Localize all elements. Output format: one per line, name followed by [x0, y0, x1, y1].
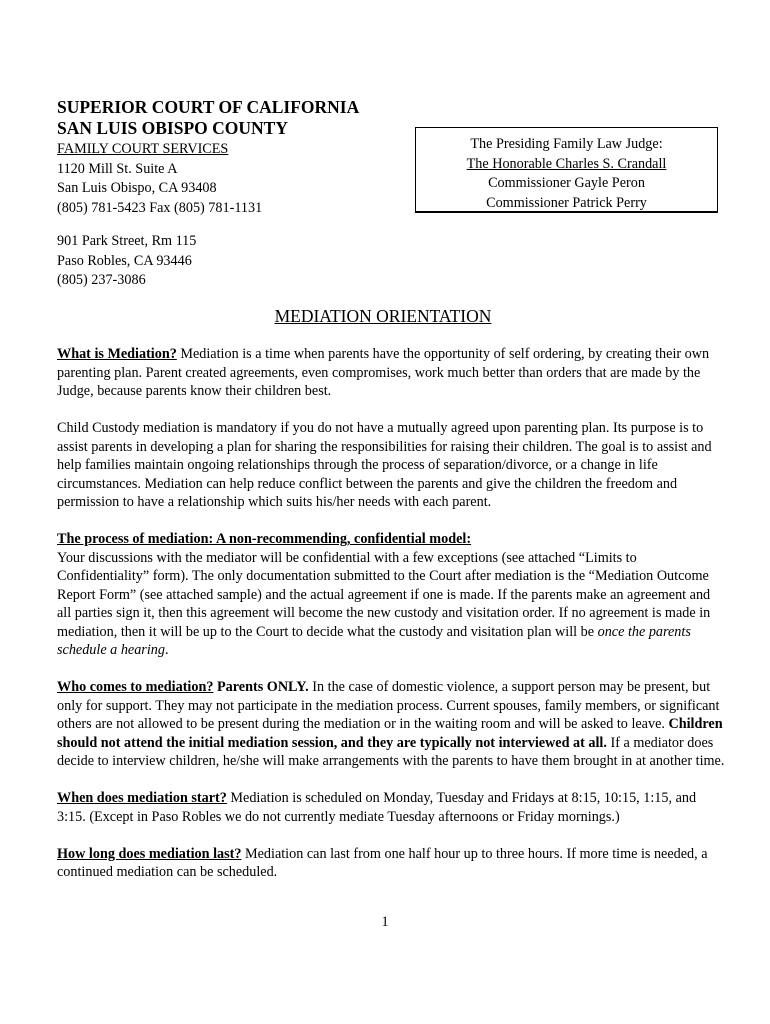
section-heading: Who comes to mediation?: [57, 679, 214, 695]
bold-text-children: Children should not attend the initial mediation session, and they are typically not interviewed at all.: [57, 716, 723, 751]
street-address: 1120 Mill St. Suite A: [57, 160, 178, 177]
paragraph-who-comes: [57, 678, 725, 771]
page-number: 1: [381, 914, 389, 930]
section-heading: When does mediation start?: [57, 790, 227, 806]
office-name: FAMILY COURT SERVICES: [57, 141, 229, 157]
section-heading: The process of mediation: A non-recommending, confidential model:: [57, 531, 472, 547]
judge-title: The Presiding Family Law Judge:: [470, 136, 663, 152]
italic-text: once the parents schedule a hearing: [57, 623, 691, 658]
paragraph-what-is-mediation: [57, 345, 725, 401]
paragraph-custody-mediation: [57, 419, 725, 512]
paso-street: 901 Park Street, Rm 115: [57, 233, 197, 249]
court-name: SUPERIOR COURT OF CALIFORNIA: [57, 97, 360, 117]
paragraph-end: .: [164, 642, 169, 658]
paragraph-text: In the case of domestic violence, a support person may be present, but only for support. They may not participate in the mediation process. Current spouses, family members, or significant others are not allowed to be present during the mediation or in the waiting room and will be asked to leave.: [57, 679, 720, 732]
paso-phone: (805) 237-3086: [57, 272, 146, 288]
paragraph-text: Your discussions with the mediator will be confidential with a few exceptions (see attached “Limits to Confidentiality” form). The only documentation submitted to the Court after mediation is the “Mediation Outcome Report Form” (see attached sample) and the actual agreement if one is made. If the parents make an agreement and all parties sign it, then this agreement will become the new custody and visitation order. If no agreement is made in mediation, then it will be up to the Court to decide what the custody and visitation plan will be: [57, 549, 711, 640]
judges-box: [415, 127, 718, 212]
paragraph-text: Mediation is a time when parents have the opportunity of self ordering, by creating their own parenting plan. Parent created agreements, even compromises, work much better than orders that are made by the Judge, because parents know their children best.: [57, 346, 710, 399]
commissioner-peron: Commissioner Gayle Peron: [488, 175, 645, 191]
page-title-text: MEDIATION ORIENTATION: [274, 306, 492, 326]
paso-city: Paso Robles, CA 93446: [57, 252, 192, 269]
commissioner-perry: Commissioner Patrick Perry: [486, 194, 647, 211]
city-address: San Luis Obispo, CA 93408: [57, 180, 217, 196]
paragraph-how-long: [57, 845, 725, 882]
paragraph-text: Mediation can last from one half hour up to three hours. If more time is needed, a continued mediation can be scheduled.: [57, 845, 708, 880]
section-heading: How long does mediation last?: [57, 845, 242, 862]
paragraph-text: Mediation is scheduled on Monday, Tuesday and Fridays at 8:15, 10:15, 1:15, and 3:15. (Except in Paso Robles we do not currently mediate Tuesday afternoons or Friday mornings.): [57, 790, 697, 825]
court-header: [57, 97, 359, 139]
phone-fax: (805) 781-5423 Fax (805) 781-1131: [57, 199, 263, 216]
paragraph-when-start: [57, 789, 725, 826]
paso-robles-address: [57, 232, 196, 291]
judge-name: The Honorable Charles S. Crandall: [466, 155, 667, 172]
document-body: [57, 345, 725, 900]
paragraph-text: Child Custody mediation is mandatory if you do not have a mutually agreed upon parenting plan. Its purpose is to assist parents in developing a plan for sharing the responsibilities for raising their children. The goal is to assist and help families maintain ongoing relationships through the process of separation/divorce, or a change in life circumstances. Mediation can help reduce conflict between the parents and give the children the freedom and permission to have a relationship which suits his/her needs with each parent.: [57, 420, 712, 510]
paragraph-process: [57, 530, 725, 660]
section-heading: What is Mediation?: [57, 346, 177, 362]
county-name: SAN LUIS OBISPO COUNTY: [57, 118, 288, 138]
family-court-address: [57, 140, 262, 218]
page-title: [0, 306, 770, 327]
bold-text: Parents ONLY.: [213, 679, 309, 695]
paragraph-text-2: If a mediator does decide to interview children, he/she will make arrangements with the parents to have them brought in at another time.: [57, 734, 725, 769]
